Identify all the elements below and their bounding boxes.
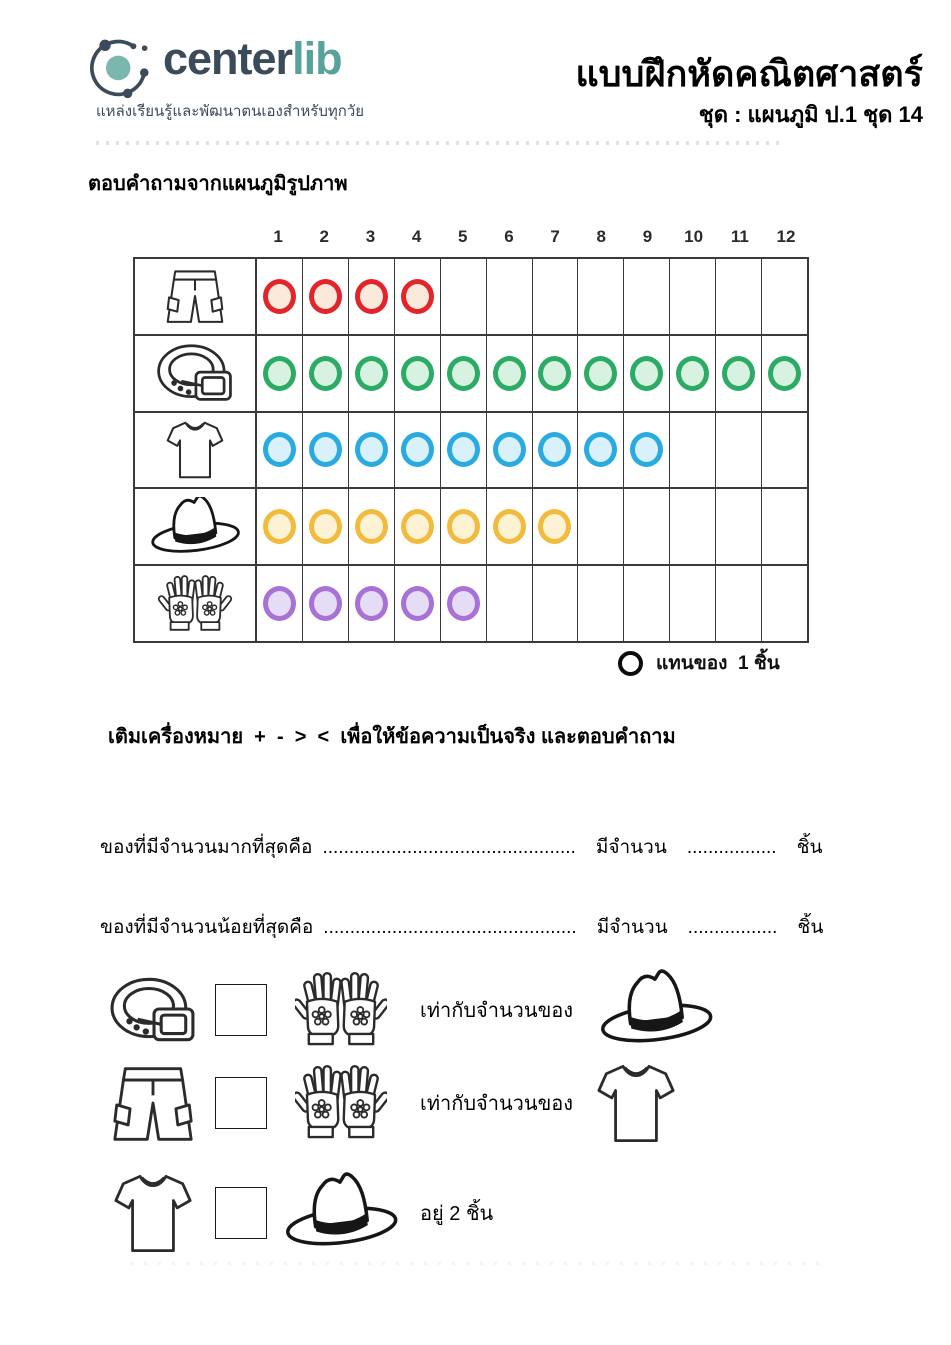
tally-circle — [309, 356, 342, 391]
answer-blank[interactable]: ................................................ — [322, 837, 576, 858]
legend — [618, 648, 780, 678]
tally-circle — [355, 279, 388, 314]
tally-circle — [309, 509, 342, 544]
chart-cell — [487, 566, 533, 641]
question-most — [100, 832, 900, 862]
answer-blank[interactable]: ................. — [687, 917, 778, 938]
chart-cell — [257, 566, 303, 641]
legend-circle-icon — [618, 651, 643, 676]
tally-circle — [447, 356, 480, 391]
chart-cell — [670, 413, 716, 488]
chart-cell — [487, 336, 533, 411]
tally-circle — [263, 586, 296, 621]
tally-circle — [263, 432, 296, 467]
tally-circle — [355, 586, 388, 621]
tally-circle — [630, 356, 663, 391]
chart-cell — [257, 336, 303, 411]
chart-cell — [487, 259, 533, 334]
tally-circle — [722, 356, 755, 391]
shorts-icon — [105, 1061, 200, 1145]
belt-icon — [105, 974, 200, 1046]
chart-cell — [533, 413, 579, 488]
tally-circle — [355, 432, 388, 467]
answer-box-slot — [200, 984, 282, 1036]
question-label: ของที่มีจำนวนน้อยที่สุดคือ — [100, 917, 314, 938]
shorts-icon — [135, 259, 257, 334]
hat-icon — [282, 1172, 400, 1254]
chart-cell — [624, 259, 670, 334]
chart-cell — [349, 566, 395, 641]
chart-cell — [578, 489, 624, 564]
chart-cell — [441, 413, 487, 488]
column-number: 7 — [550, 227, 560, 246]
gloves-icon — [282, 1058, 400, 1148]
chart-cell — [624, 489, 670, 564]
chart-cell — [395, 259, 441, 334]
tally-circle — [768, 356, 801, 391]
comparison-text: เท่ากับจำนวนของ — [420, 1000, 574, 1022]
chart-cell — [670, 566, 716, 641]
chart-cell — [578, 413, 624, 488]
tally-circle — [263, 356, 296, 391]
answer-box[interactable] — [215, 984, 267, 1036]
chart-cell — [578, 259, 624, 334]
chart-cell — [670, 489, 716, 564]
chart-cell — [441, 566, 487, 641]
tally-circle — [447, 432, 480, 467]
chart-row-tshirt — [135, 413, 807, 490]
chart-cell — [303, 259, 349, 334]
chart-cell — [716, 566, 762, 641]
column-number: 4 — [411, 227, 422, 246]
chart-cell — [257, 259, 303, 334]
chart-cell — [395, 413, 441, 488]
chart-cell — [762, 566, 807, 641]
brand-secondary: lib — [292, 33, 342, 84]
column-number: 2 — [319, 227, 329, 246]
chart-cell — [670, 336, 716, 411]
chart-cell — [349, 413, 395, 488]
worksheet-subtitle: ชุด : แผนภูมิ ป.1 ชุด 14 — [698, 102, 923, 128]
instruction-text: เติมเครื่องหมาย + - > < เพื่อให้ข้อความเป็นจริง และตอบคำถาม — [108, 726, 676, 748]
tally-circle — [538, 509, 571, 544]
answer-blank[interactable]: ................................................ — [323, 917, 577, 938]
comparison-row-2 — [105, 1055, 675, 1151]
chart-cell — [670, 259, 716, 334]
answer-blank[interactable]: ................. — [686, 837, 777, 858]
tshirt-icon — [105, 1166, 200, 1261]
tally-circle — [630, 432, 663, 467]
belt-icon — [135, 336, 257, 411]
tally-circle — [538, 356, 571, 391]
chart-cell — [441, 336, 487, 411]
question-mid: มีจำนวน — [595, 837, 667, 858]
tally-circle — [447, 586, 480, 621]
comparison-row-1 — [105, 962, 715, 1058]
comparison-row-3 — [105, 1165, 493, 1261]
tally-circle — [309, 586, 342, 621]
brand-name — [163, 33, 342, 84]
tally-circle — [355, 356, 388, 391]
tally-circle — [355, 509, 388, 544]
tally-circle — [309, 279, 342, 314]
chart-cell — [487, 413, 533, 488]
tally-circle — [401, 586, 434, 621]
tally-circle — [447, 509, 480, 544]
tally-circle — [309, 432, 342, 467]
chart-cell — [624, 566, 670, 641]
column-number: 3 — [365, 227, 376, 246]
tally-circle — [584, 356, 617, 391]
tally-circle — [584, 432, 617, 467]
question-unit: ชิ้น — [796, 837, 823, 858]
hat-icon — [597, 969, 715, 1051]
tally-circle — [401, 279, 434, 314]
hat-icon — [135, 489, 257, 564]
answer-box-slot — [200, 1077, 282, 1129]
column-number: 6 — [504, 227, 514, 246]
answer-box[interactable] — [215, 1077, 267, 1129]
chart-cell — [762, 336, 807, 411]
worksheet-title: แบบฝึกหัดคณิตศาสตร์ — [575, 53, 923, 94]
question-least — [100, 912, 900, 942]
chart-cell — [762, 259, 807, 334]
chart-cell — [349, 489, 395, 564]
chart-cell — [533, 336, 579, 411]
header — [575, 52, 923, 132]
chart-cell — [578, 336, 624, 411]
chart-cell — [303, 413, 349, 488]
column-number: 8 — [596, 227, 607, 246]
chart-cell — [716, 336, 762, 411]
chart-cell — [533, 259, 579, 334]
tally-circle — [493, 432, 526, 467]
tally-circle — [538, 432, 571, 467]
centerlib-logo-icon — [84, 34, 160, 100]
question-label: ของที่มีจำนวนมากที่สุดคือ — [100, 837, 313, 858]
chart-cell — [441, 259, 487, 334]
chart-cell — [624, 336, 670, 411]
chart-cell — [303, 336, 349, 411]
chart-cell — [349, 336, 395, 411]
chart-row-hat — [135, 489, 807, 566]
chart-cell — [762, 413, 807, 488]
tshirt-icon — [597, 1056, 675, 1151]
chart-cell — [716, 413, 762, 488]
chart-cell — [578, 566, 624, 641]
chart-cell — [533, 489, 579, 564]
cropped-text-remnant — [96, 141, 784, 145]
tally-circle — [263, 509, 296, 544]
column-number: 11 — [730, 227, 749, 246]
chart-row-shorts — [135, 259, 807, 336]
tally-circle — [263, 279, 296, 314]
chart-cell — [395, 489, 441, 564]
chart-cell — [716, 259, 762, 334]
chart-cell — [441, 489, 487, 564]
tally-circle — [401, 509, 434, 544]
chart-cell — [257, 489, 303, 564]
column-number: 10 — [684, 227, 704, 246]
chart-row-belt — [135, 336, 807, 413]
chart-cell — [716, 489, 762, 564]
tally-circle — [676, 356, 709, 391]
question-mid: มีจำนวน — [596, 917, 668, 938]
chart-cell — [349, 259, 395, 334]
chart-cell — [624, 413, 670, 488]
chart-cell — [487, 489, 533, 564]
answer-box-slot — [200, 1187, 282, 1239]
chart-cell — [762, 489, 807, 564]
section-heading: ตอบคำถามจากแผนภูมิรูปภาพ — [88, 173, 348, 195]
tally-circle — [401, 432, 434, 467]
gloves-icon — [282, 965, 400, 1055]
chart-cell — [533, 566, 579, 641]
gloves-icon — [135, 566, 257, 641]
tally-circle — [493, 509, 526, 544]
chart-row-gloves — [135, 566, 807, 641]
chart-cell — [395, 566, 441, 641]
chart-cell — [303, 489, 349, 564]
brand-tagline: แหล่งเรียนรู้และพัฒนาตนเองสำหรับทุกวัย — [96, 103, 365, 120]
column-numbers — [255, 227, 809, 247]
column-number: 1 — [273, 227, 283, 246]
chart-cell — [395, 336, 441, 411]
question-unit: ชิ้น — [797, 917, 824, 938]
pictograph-table — [133, 257, 809, 643]
comparison-text: เท่ากับจำนวนของ — [420, 1093, 574, 1115]
comparison-text: อยู่ 2 ชิ้น — [420, 1203, 494, 1225]
column-number: 5 — [458, 227, 468, 246]
chart-cell — [303, 566, 349, 641]
tally-circle — [401, 356, 434, 391]
column-number: 12 — [776, 227, 796, 246]
chart-cell — [257, 413, 303, 488]
tshirt-icon — [135, 413, 257, 488]
legend-text: แทนของ 1 ชิ้น — [656, 653, 780, 674]
tally-circle — [493, 356, 526, 391]
column-number: 9 — [642, 227, 653, 246]
answer-box[interactable] — [215, 1187, 267, 1239]
cropped-text-remnant — [130, 1262, 830, 1265]
brand-primary: center — [163, 33, 293, 84]
